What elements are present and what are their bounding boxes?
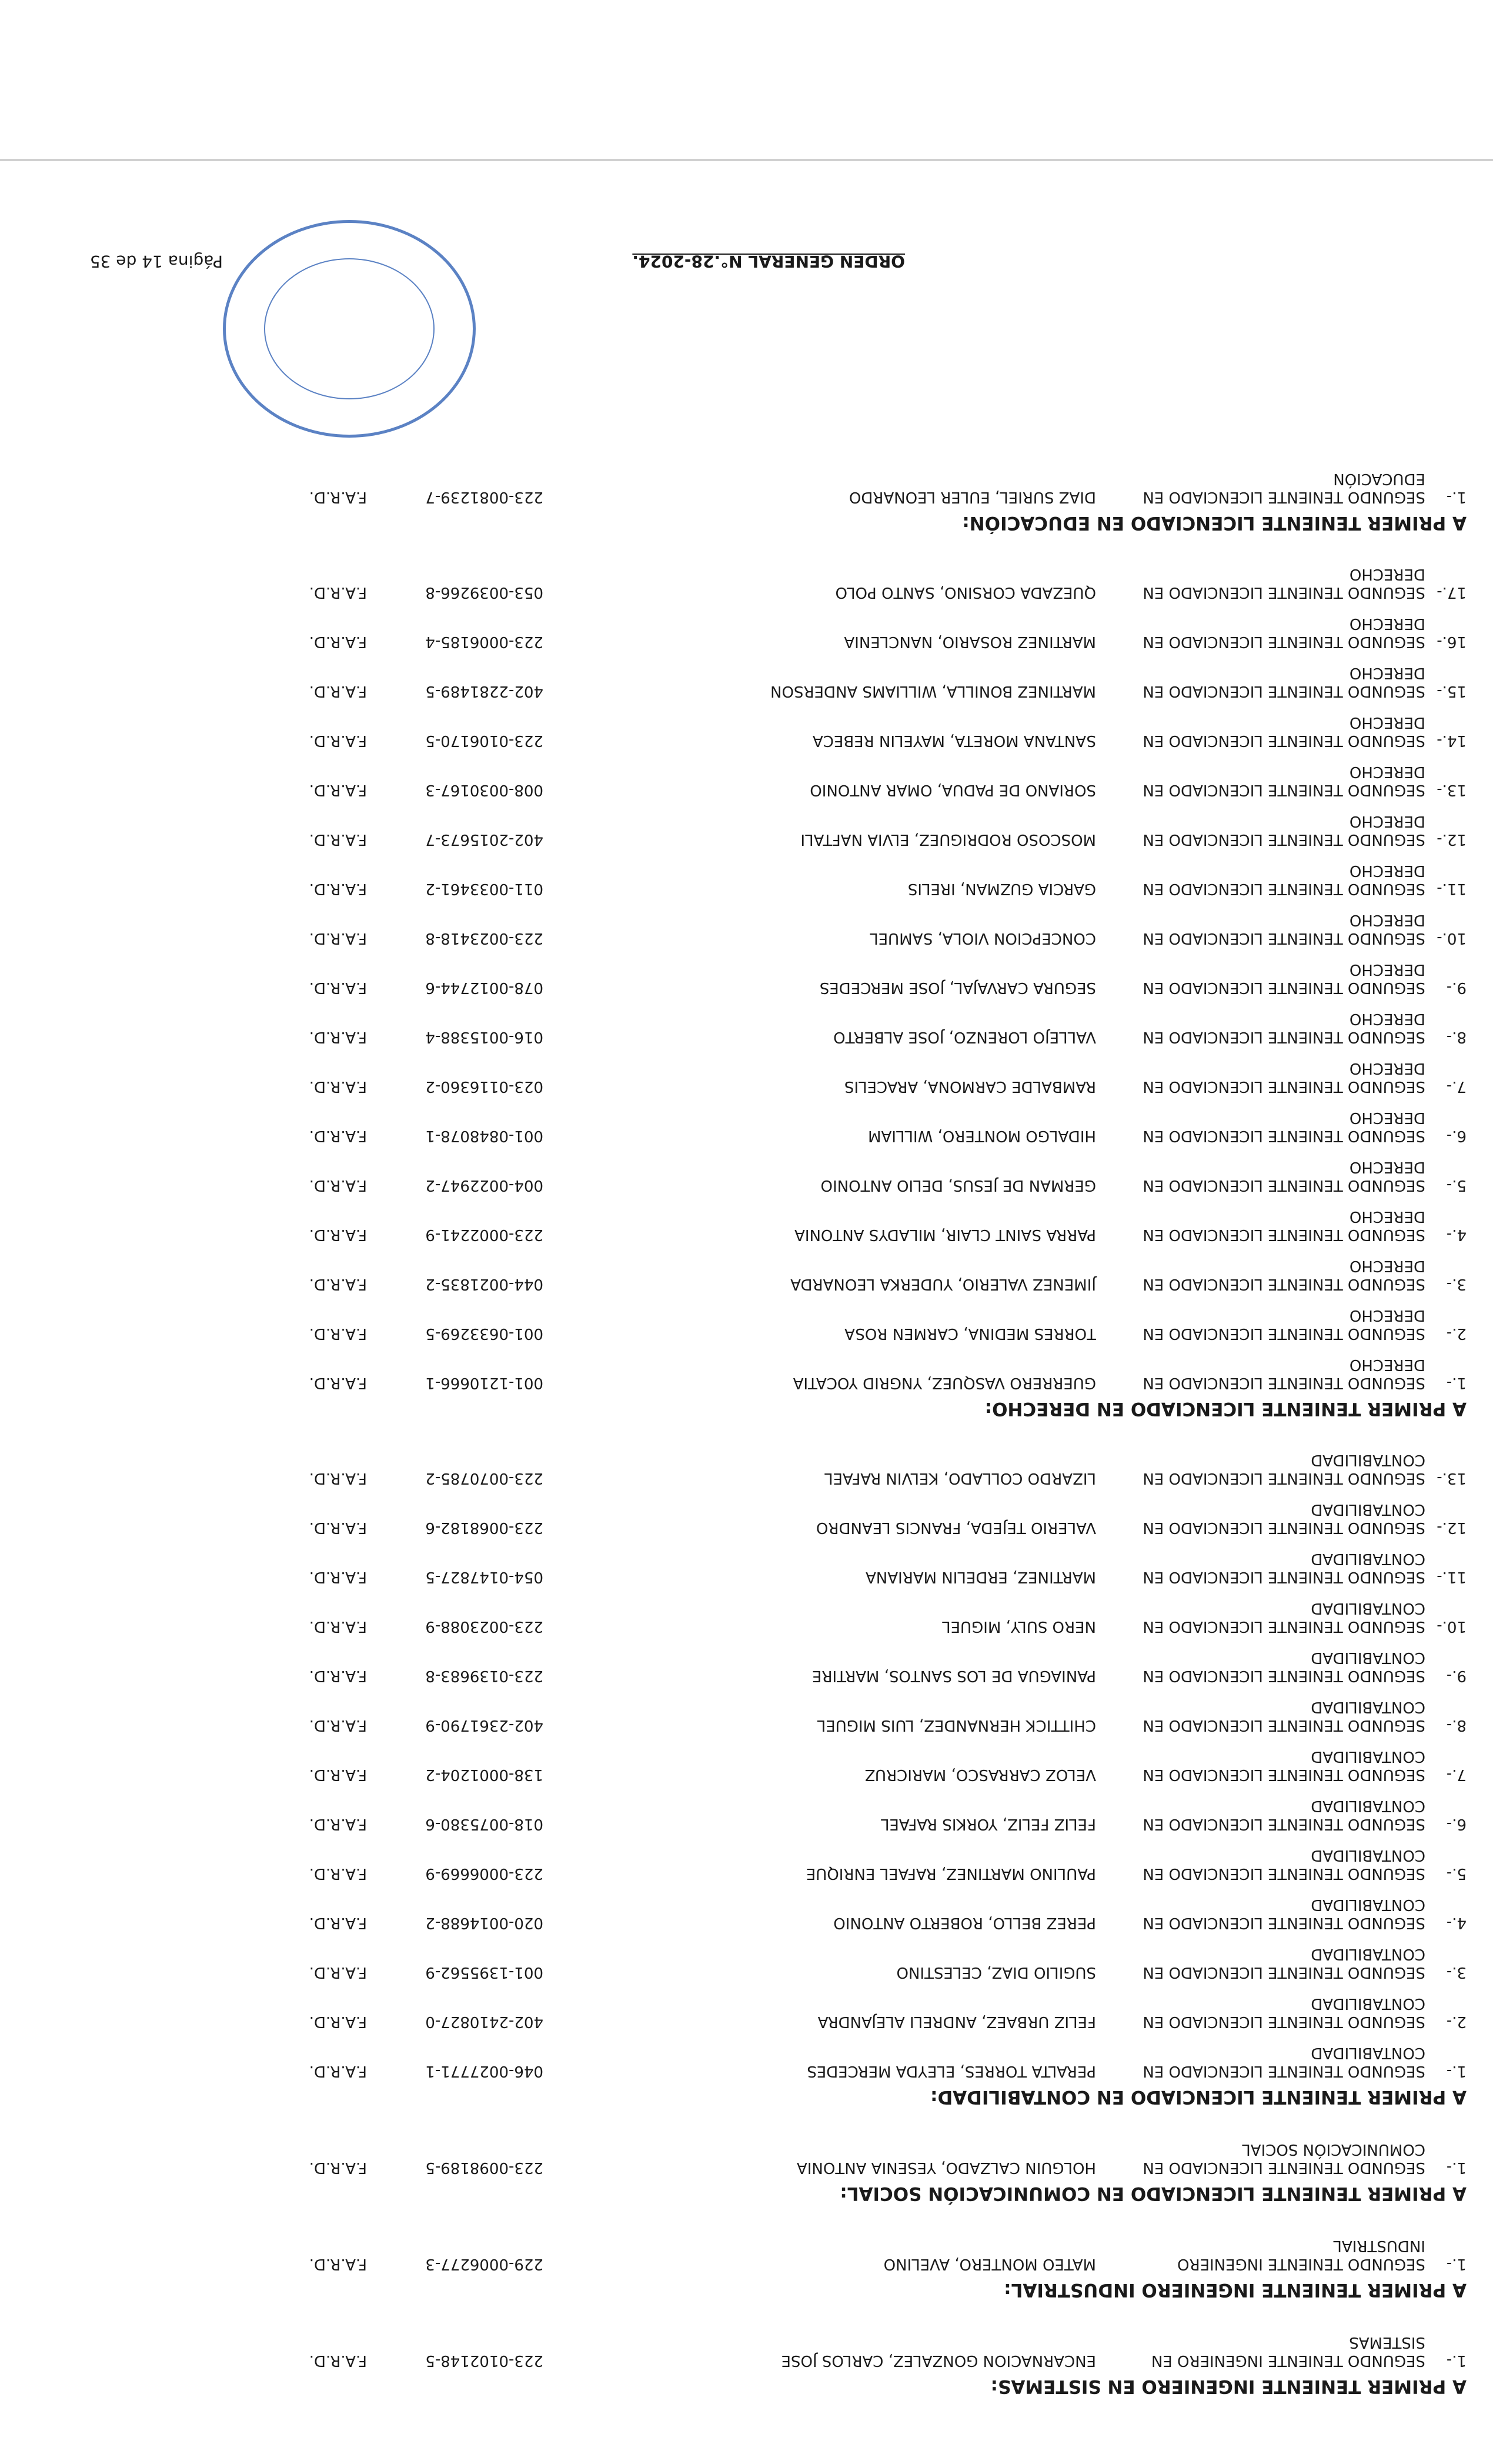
- rank-cell: SEGUNDO TENIENTE LICENCIADO EN CONTABILIDAD: [1143, 1945, 1425, 1981]
- name-cell: GUERRERO VASQUEZ, YNGRID YOCATIA: [793, 1374, 1096, 1392]
- cedula-cell: 008-0030167-3: [425, 781, 543, 799]
- name-cell: NERO SULY, MIGUEL: [942, 1618, 1096, 1635]
- cedula-cell: 223-0002241-9: [425, 1226, 543, 1243]
- roster-row: [91, 1046, 1467, 1095]
- name-cell: SEGURA CARVAJAL, JOSE MERCEDES: [819, 979, 1096, 996]
- roster-row: [91, 1685, 1467, 1734]
- rank-cell: SEGUNDO TENIENTE LICENCIADO EN CONTABILIDAD: [1143, 1747, 1425, 1783]
- institution-cell: F.A.R.D.: [309, 584, 367, 601]
- institution-cell: F.A.R.D.: [309, 1176, 367, 1194]
- row-number: 3.-: [1446, 1963, 1467, 1981]
- name-cell: FELIZ FELIZ, YORKIS RAFAEL: [880, 1815, 1096, 1833]
- name-cell: MARTINEZ ROSARIO, NANCLENIA: [844, 633, 1096, 651]
- roster-row: [91, 1243, 1467, 1293]
- rank-cell: SEGUNDO TENIENTE INGENIERO EN SISTEMAS: [1151, 2333, 1425, 2369]
- rank-cell: SEGUNDO TENIENTE LICENCIADO EN CONTABILIDAD: [1143, 2043, 1425, 2080]
- rank-cell: SEGUNDO TENIENTE LICENCIADO EN DERECHO: [1143, 1355, 1425, 1392]
- name-cell: QUEZADA CORSINO, SANTO POLO: [835, 584, 1096, 601]
- rank-cell: SEGUNDO TENIENTE LICENCIADO EN CONTABILIDAD: [1143, 1846, 1425, 1882]
- roster-row: [91, 1932, 1467, 1981]
- cedula-cell: 223-0102148-5: [425, 2352, 543, 2369]
- section-spacer: [91, 1426, 1467, 1438]
- cedula-cell: 004-0022947-2: [425, 1176, 543, 1194]
- cedula-cell: 402-2281489-5: [425, 682, 543, 700]
- institution-cell: F.A.R.D.: [309, 979, 367, 996]
- roster-row: [91, 799, 1467, 848]
- cedula-cell: 020-0014688-2: [425, 1914, 543, 1932]
- row-number: 5.-: [1446, 1865, 1467, 1882]
- name-cell: VALLEJO LORENZO, JOSE ALBERTO: [833, 1028, 1096, 1046]
- rank-cell: SEGUNDO TENIENTE LICENCIADO EN DERECHO: [1143, 614, 1425, 651]
- cedula-cell: 402-2410827-0: [425, 2013, 543, 2030]
- cedula-cell: 223-0081239-7: [425, 488, 543, 506]
- institution-cell: F.A.R.D.: [309, 1963, 367, 1981]
- rank-cell: SEGUNDO TENIENTE LICENCIADO EN DERECHO: [1143, 1256, 1425, 1293]
- row-number: 2.-: [1446, 2013, 1467, 2030]
- roster-row: [91, 1194, 1467, 1243]
- roster-row: [91, 2126, 1467, 2176]
- cedula-cell: 223-0070785-2: [425, 1469, 543, 1487]
- rank-cell: SEGUNDO TENIENTE LICENCIADO EN DERECHO: [1143, 911, 1425, 947]
- name-cell: RAMBALDE CARMONA, ARACELIS: [844, 1078, 1096, 1095]
- name-cell: CHITTICK HERNANDEZ, LUIS MIGUEL: [817, 1716, 1096, 1734]
- row-number: 4.-: [1446, 1226, 1467, 1243]
- section-title: A PRIMER TENIENTE INGENIERO EN SISTEMAS:: [990, 2376, 1467, 2397]
- row-number: 17.-: [1437, 584, 1467, 601]
- row-number: 1.-: [1446, 2062, 1467, 2080]
- row-number: 2.-: [1446, 1325, 1467, 1342]
- roster-row: [91, 1536, 1467, 1586]
- cedula-cell: 044-0021835-2: [425, 1275, 543, 1293]
- row-number: 15.-: [1437, 682, 1467, 700]
- cedula-cell: 402-2015673-7: [425, 831, 543, 848]
- name-cell: PEREZ BELLO, ROBERTO ANTONIO: [833, 1914, 1096, 1932]
- row-number: 13.-: [1437, 781, 1467, 799]
- roster-row: [91, 1981, 1467, 2030]
- roster-row: [91, 1586, 1467, 1635]
- institution-cell: F.A.R.D.: [309, 682, 367, 700]
- rank-cell: SEGUNDO TENIENTE LICENCIADO EN DERECHO: [1143, 1306, 1425, 1342]
- row-number: 11.-: [1437, 880, 1467, 898]
- roster-row: [91, 1342, 1467, 1392]
- rank-cell: SEGUNDO TENIENTE LICENCIADO EN CONTABILIDAD: [1143, 1895, 1425, 1932]
- cedula-cell: 023-0116360-2: [425, 1078, 543, 1095]
- row-number: 7.-: [1446, 1766, 1467, 1783]
- institution-cell: F.A.R.D.: [309, 732, 367, 749]
- cedula-cell: 223-0006185-4: [425, 633, 543, 651]
- institution-cell: F.A.R.D.: [309, 929, 367, 947]
- roster-row: [91, 947, 1467, 996]
- row-number: 11.-: [1437, 1568, 1467, 1586]
- roster-row: [91, 749, 1467, 799]
- cedula-cell: 223-0098189-5: [425, 2159, 543, 2176]
- name-cell: FELIZ URBAEZ, ANDRELI ALEJANDRA: [817, 2013, 1096, 2030]
- rank-cell: SEGUNDO TENIENTE LICENCIADO EN CONTABILIDAD: [1143, 1599, 1425, 1635]
- cedula-cell: 223-0006669-9: [425, 1865, 543, 1882]
- order-title: ORDEN GENERAL N°.28-2024.: [632, 252, 905, 271]
- name-cell: ENCARNACION GONZALEZ, CARLOS JOSE: [781, 2352, 1096, 2369]
- institution-cell: F.A.R.D.: [309, 1028, 367, 1046]
- page-number: Página 14 de 35: [89, 252, 223, 271]
- rank-cell: SEGUNDO TENIENTE LICENCIADO EN DERECHO: [1143, 713, 1425, 749]
- rank-cell: SEGUNDO TENIENTE LICENCIADO EN DERECHO: [1143, 960, 1425, 996]
- cedula-cell: 054-0147827-5: [425, 1568, 543, 1586]
- name-cell: LIZARDO COLLADO, KELVIN RAFAEL: [824, 1469, 1096, 1487]
- section-title: A PRIMER TENIENTE LICENCIADO EN EDUCACIÓN:: [962, 512, 1467, 534]
- name-cell: MARTINEZ BONILLA, WILLIAMS ANDERSON: [770, 682, 1096, 700]
- name-cell: PERALTA TORRES, ELEYDA MERCEDES: [807, 2062, 1096, 2080]
- rank-cell: SEGUNDO TENIENTE LICENCIADO EN COMUNICACIÓN SOCIAL: [1143, 2140, 1425, 2176]
- institution-cell: F.A.R.D.: [309, 1078, 367, 1095]
- section-heading: [91, 2176, 1467, 2210]
- row-number: 14.-: [1437, 732, 1467, 749]
- rank-cell: SEGUNDO TENIENTE LICENCIADO EN DERECHO: [1143, 565, 1425, 601]
- rank-cell: SEGUNDO TENIENTE LICENCIADO EN DERECHO: [1143, 1059, 1425, 1095]
- official-seal-inner: [264, 258, 435, 399]
- cedula-cell: 223-0023088-9: [425, 1618, 543, 1635]
- roster-row: [91, 601, 1467, 651]
- name-cell: VELOZ CARRASCO, MARICRUZ: [864, 1766, 1096, 1783]
- institution-cell: F.A.R.D.: [309, 880, 367, 898]
- rank-cell: SEGUNDO TENIENTE LICENCIADO EN CONTABILIDAD: [1143, 1451, 1425, 1487]
- name-cell: PANIAGUA DE LOS SANTOS, MARTIRE: [811, 1667, 1096, 1685]
- row-number: 5.-: [1446, 1176, 1467, 1194]
- roster-row: [91, 455, 1467, 506]
- row-number: 16.-: [1437, 633, 1467, 651]
- roster-row: [91, 552, 1467, 601]
- name-cell: SORIANO DE PADUA, OMAR ANTONIO: [810, 781, 1096, 799]
- name-cell: SUGILIO DIAZ, CELESTINO: [896, 1963, 1096, 1981]
- cedula-cell: 402-2361790-9: [425, 1716, 543, 1734]
- section-heading: [91, 2369, 1467, 2403]
- roster-row: [91, 700, 1467, 749]
- institution-cell: F.A.R.D.: [309, 1766, 367, 1783]
- section-spacer: [91, 540, 1467, 552]
- roster-row: [91, 1635, 1467, 1685]
- row-number: 10.-: [1437, 1618, 1467, 1635]
- rank-cell: SEGUNDO TENIENTE LICENCIADO EN DERECHO: [1143, 812, 1425, 848]
- cedula-cell: 223-0068182-6: [425, 1519, 543, 1536]
- document-body: [91, 227, 1467, 2403]
- institution-cell: F.A.R.D.: [309, 1374, 367, 1392]
- rank-cell: SEGUNDO TENIENTE LICENCIADO EN DERECHO: [1143, 1158, 1425, 1194]
- row-number: 12.-: [1437, 831, 1467, 848]
- institution-cell: F.A.R.D.: [309, 2159, 367, 2176]
- section-title: A PRIMER TENIENTE INGENIERO INDUSTRIAL:: [1004, 2279, 1467, 2300]
- cedula-cell: 053-0039266-8: [425, 584, 543, 601]
- rank-cell: SEGUNDO TENIENTE LICENCIADO EN DERECHO: [1143, 861, 1425, 898]
- name-cell: VALERIO TEJEDA, FRANCIS LEANDRO: [816, 1519, 1096, 1536]
- name-cell: HOLGUIN CALZADO, YESENIA ANTONIA: [797, 2159, 1096, 2176]
- roster-row: [91, 1293, 1467, 1342]
- roster-row: [91, 2222, 1467, 2273]
- roster-row: [91, 1783, 1467, 1833]
- row-number: 10.-: [1437, 929, 1467, 947]
- section-spacer: [91, 444, 1467, 455]
- name-cell: MOSCOSO RODRIGUEZ, ELVIA NAFTALI: [800, 831, 1096, 848]
- section-spacer: [91, 2114, 1467, 2126]
- rank-cell: SEGUNDO TENIENTE LICENCIADO EN CONTABILIDAD: [1143, 1648, 1425, 1685]
- institution-cell: F.A.R.D.: [309, 2255, 367, 2273]
- cedula-cell: 046-0027771-1: [425, 2062, 543, 2080]
- row-number: 1.-: [1446, 1374, 1467, 1392]
- institution-cell: F.A.R.D.: [309, 1325, 367, 1342]
- roster-row: [91, 1145, 1467, 1194]
- rank-cell: SEGUNDO TENIENTE LICENCIADO EN DERECHO: [1143, 1108, 1425, 1145]
- row-number: 1.-: [1446, 2255, 1467, 2273]
- name-cell: PARRA SAINT CLAIR, MILADYS ANTONIA: [794, 1226, 1096, 1243]
- rank-cell: SEGUNDO TENIENTE LICENCIADO EN CONTABILIDAD: [1143, 1796, 1425, 1833]
- row-number: 8.-: [1446, 1028, 1467, 1046]
- row-number: 1.-: [1446, 2159, 1467, 2176]
- institution-cell: F.A.R.D.: [309, 2013, 367, 2030]
- rank-cell: SEGUNDO TENIENTE INGENIERO INDUSTRIAL: [1177, 2236, 1425, 2273]
- name-cell: HIDALGO MONTERO, WILLIAM: [868, 1127, 1096, 1145]
- section-heading: [91, 2080, 1467, 2114]
- row-number: 6.-: [1446, 1815, 1467, 1833]
- name-cell: DIAZ SURIEL, EULER LEONARDO: [849, 488, 1096, 506]
- roster-row: [91, 2319, 1467, 2369]
- institution-cell: F.A.R.D.: [309, 488, 367, 506]
- institution-cell: F.A.R.D.: [309, 1618, 367, 1635]
- roster-row: [91, 898, 1467, 947]
- cedula-cell: 078-0012744-6: [425, 979, 543, 996]
- row-number: 9.-: [1446, 1667, 1467, 1685]
- name-cell: JIMENEZ VALERIO, YUDERKA LEONARDA: [790, 1275, 1096, 1293]
- institution-cell: F.A.R.D.: [309, 1275, 367, 1293]
- institution-cell: F.A.R.D.: [309, 633, 367, 651]
- cedula-cell: 001-1395562-9: [425, 1963, 543, 1981]
- institution-cell: F.A.R.D.: [309, 1815, 367, 1833]
- row-number: 12.-: [1437, 1519, 1467, 1536]
- institution-cell: F.A.R.D.: [309, 1865, 367, 1882]
- section-heading: [91, 506, 1467, 540]
- row-number: 9.-: [1446, 979, 1467, 996]
- rank-cell: SEGUNDO TENIENTE LICENCIADO EN CONTABILIDAD: [1143, 1994, 1425, 2030]
- institution-cell: F.A.R.D.: [309, 2352, 367, 2369]
- name-cell: SANTANA MORETA, MAYELIN REBECA: [812, 732, 1096, 749]
- institution-cell: F.A.R.D.: [309, 1519, 367, 1536]
- cedula-cell: 229-0006277-3: [425, 2255, 543, 2273]
- rank-cell: SEGUNDO TENIENTE LICENCIADO EN DERECHO: [1143, 762, 1425, 799]
- cedula-cell: 138-0001204-2: [425, 1766, 543, 1783]
- row-number: 3.-: [1446, 1275, 1467, 1293]
- row-number: 1.-: [1446, 488, 1467, 506]
- cedula-cell: 001-0633269-5: [425, 1325, 543, 1342]
- institution-cell: F.A.R.D.: [309, 831, 367, 848]
- cedula-cell: 223-0023418-8: [425, 929, 543, 947]
- institution-cell: F.A.R.D.: [309, 1568, 367, 1586]
- rank-cell: SEGUNDO TENIENTE LICENCIADO EN DERECHO: [1143, 1009, 1425, 1046]
- institution-cell: F.A.R.D.: [309, 1226, 367, 1243]
- roster-row: [91, 996, 1467, 1046]
- institution-cell: F.A.R.D.: [309, 1127, 367, 1145]
- institution-cell: F.A.R.D.: [309, 1469, 367, 1487]
- cedula-cell: 223-0139683-8: [425, 1667, 543, 1685]
- cedula-cell: 001-0848078-1: [425, 1127, 543, 1145]
- cedula-cell: 011-0033461-2: [425, 880, 543, 898]
- rank-cell: SEGUNDO TENIENTE LICENCIADO EN DERECHO: [1143, 663, 1425, 700]
- rank-cell: SEGUNDO TENIENTE LICENCIADO EN CONTABILIDAD: [1143, 1549, 1425, 1586]
- roster-row: [91, 651, 1467, 700]
- cedula-cell: 001-1210666-1: [425, 1374, 543, 1392]
- rank-cell: SEGUNDO TENIENTE LICENCIADO EN CONTABILIDAD: [1143, 1500, 1425, 1536]
- section-spacer: [91, 2307, 1467, 2319]
- cedula-cell: 223-0106170-5: [425, 732, 543, 749]
- name-cell: GERMAN DE JESUS, DELIO ANTONIO: [820, 1176, 1096, 1194]
- rank-cell: SEGUNDO TENIENTE LICENCIADO EN CONTABILIDAD: [1143, 1698, 1425, 1734]
- row-number: 4.-: [1446, 1914, 1467, 1932]
- section-spacer: [91, 2210, 1467, 2222]
- scan-edge: [0, 159, 1493, 161]
- row-number: 1.-: [1446, 2352, 1467, 2369]
- cedula-cell: 016-0015388-4: [425, 1028, 543, 1046]
- institution-cell: F.A.R.D.: [309, 1667, 367, 1685]
- section-title: A PRIMER TENIENTE LICENCIADO EN CONTABILIDAD:: [930, 2086, 1467, 2108]
- institution-cell: F.A.R.D.: [309, 1914, 367, 1932]
- section-title: A PRIMER TENIENTE LICENCIADO EN COMUNICACIÓN SOCIAL:: [840, 2183, 1467, 2204]
- section-title: A PRIMER TENIENTE LICENCIADO EN DERECHO:: [984, 1398, 1467, 1419]
- name-cell: GARCIA GUZMAN, IRELIS: [907, 880, 1096, 898]
- row-number: 6.-: [1446, 1127, 1467, 1145]
- section-heading: [91, 1392, 1467, 1426]
- row-number: 13.-: [1437, 1469, 1467, 1487]
- roster-row: [91, 1487, 1467, 1536]
- institution-cell: F.A.R.D.: [309, 1716, 367, 1734]
- roster-row: [91, 1438, 1467, 1487]
- roster-row: [91, 1882, 1467, 1932]
- name-cell: MARTINEZ, ERDELIN MARIANA: [866, 1568, 1096, 1586]
- roster-row: [91, 848, 1467, 898]
- institution-cell: F.A.R.D.: [309, 2062, 367, 2080]
- name-cell: PAULINO MARTINEZ, RAFAEL ENRIQUE: [806, 1865, 1096, 1882]
- roster-row: [91, 1095, 1467, 1145]
- section-heading: [91, 2273, 1467, 2307]
- row-number: 7.-: [1446, 1078, 1467, 1095]
- name-cell: MATEO MONTERO, AVELINO: [883, 2255, 1096, 2273]
- row-number: 8.-: [1446, 1716, 1467, 1734]
- roster-row: [91, 2030, 1467, 2080]
- cedula-cell: 018-0075380-6: [425, 1815, 543, 1833]
- name-cell: TORRES MEDINA, CARMEN ROSA: [844, 1325, 1096, 1342]
- rank-cell: SEGUNDO TENIENTE LICENCIADO EN DERECHO: [1143, 1207, 1425, 1243]
- institution-cell: F.A.R.D.: [309, 781, 367, 799]
- rank-cell: SEGUNDO TENIENTE LICENCIADO EN EDUCACIÓN: [1143, 469, 1425, 506]
- roster-row: [91, 1734, 1467, 1783]
- name-cell: CONCEPCION VIOLA, SAMUEL: [870, 929, 1096, 947]
- roster-row: [91, 1833, 1467, 1882]
